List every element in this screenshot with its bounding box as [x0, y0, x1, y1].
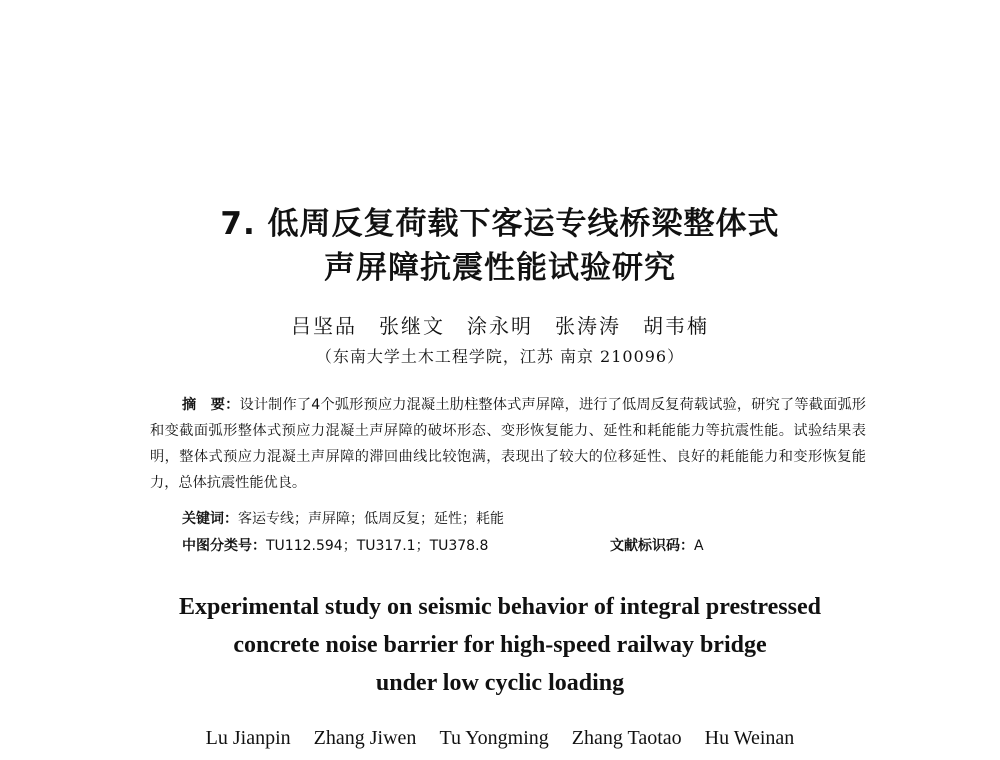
document-code-value: A [694, 538, 704, 554]
english-author: Hu Weinan [704, 727, 795, 749]
keywords-label: 关键词： [182, 511, 238, 527]
keywords-text: 客运专线；声屏障；低周反复；延性；耗能 [238, 511, 504, 527]
english-title-line-2: concrete noise barrier for high-speed railway bridge [233, 632, 767, 658]
english-title-line-1: Experimental study on seismic behavior of integral prestressed [179, 594, 821, 620]
english-author: Zhang Taotao [571, 727, 682, 749]
english-author: Lu Jianpin [205, 727, 291, 749]
chinese-affiliation: （东南大学土木工程学院，江苏 南京 210096） [315, 347, 685, 366]
chinese-title-line-2: 声屏障抗震性能试验研究 [324, 250, 676, 286]
english-title-line-3: under low cyclic loading [375, 670, 625, 696]
abstract-paragraph [150, 392, 866, 496]
classification-codes: TU112.594；TU317.1；TU378.8 [266, 538, 489, 554]
chinese-authors: 吕坚品 张继文 涂永明 张涛涛 胡韦楠 [291, 314, 709, 338]
classification-line [182, 535, 802, 555]
abstract-text: 设计制作了4个弧形预应力混凝土肋柱整体式声屏障，进行了低周反复荷载试验，研究了等截面弧形和变截面弧形整体式预应力混凝土声屏障的破坏形态、变形恢复能力、延性和耗能能力等抗震性能。试验结果表明，整体式预应力混凝土声屏障的滞回曲线比较饱满，表现出了较大的位移延性、良好的耗能能力和变形恢复能力，总体抗震性能优良。 [150, 397, 866, 491]
english-author: Zhang Jiwen [313, 727, 417, 749]
abstract-label: 摘 要： [182, 397, 240, 413]
document-code [610, 535, 704, 555]
english-authors [0, 727, 1000, 750]
document-code-label: 文献标识码： [610, 538, 694, 554]
classification-label: 中图分类号： [182, 538, 266, 554]
english-author: Tu Yongming [439, 727, 549, 749]
chinese-title-line-1: 7. 低周反复荷载下客运专线桥梁整体式 [220, 206, 780, 242]
keywords-line [182, 508, 504, 528]
